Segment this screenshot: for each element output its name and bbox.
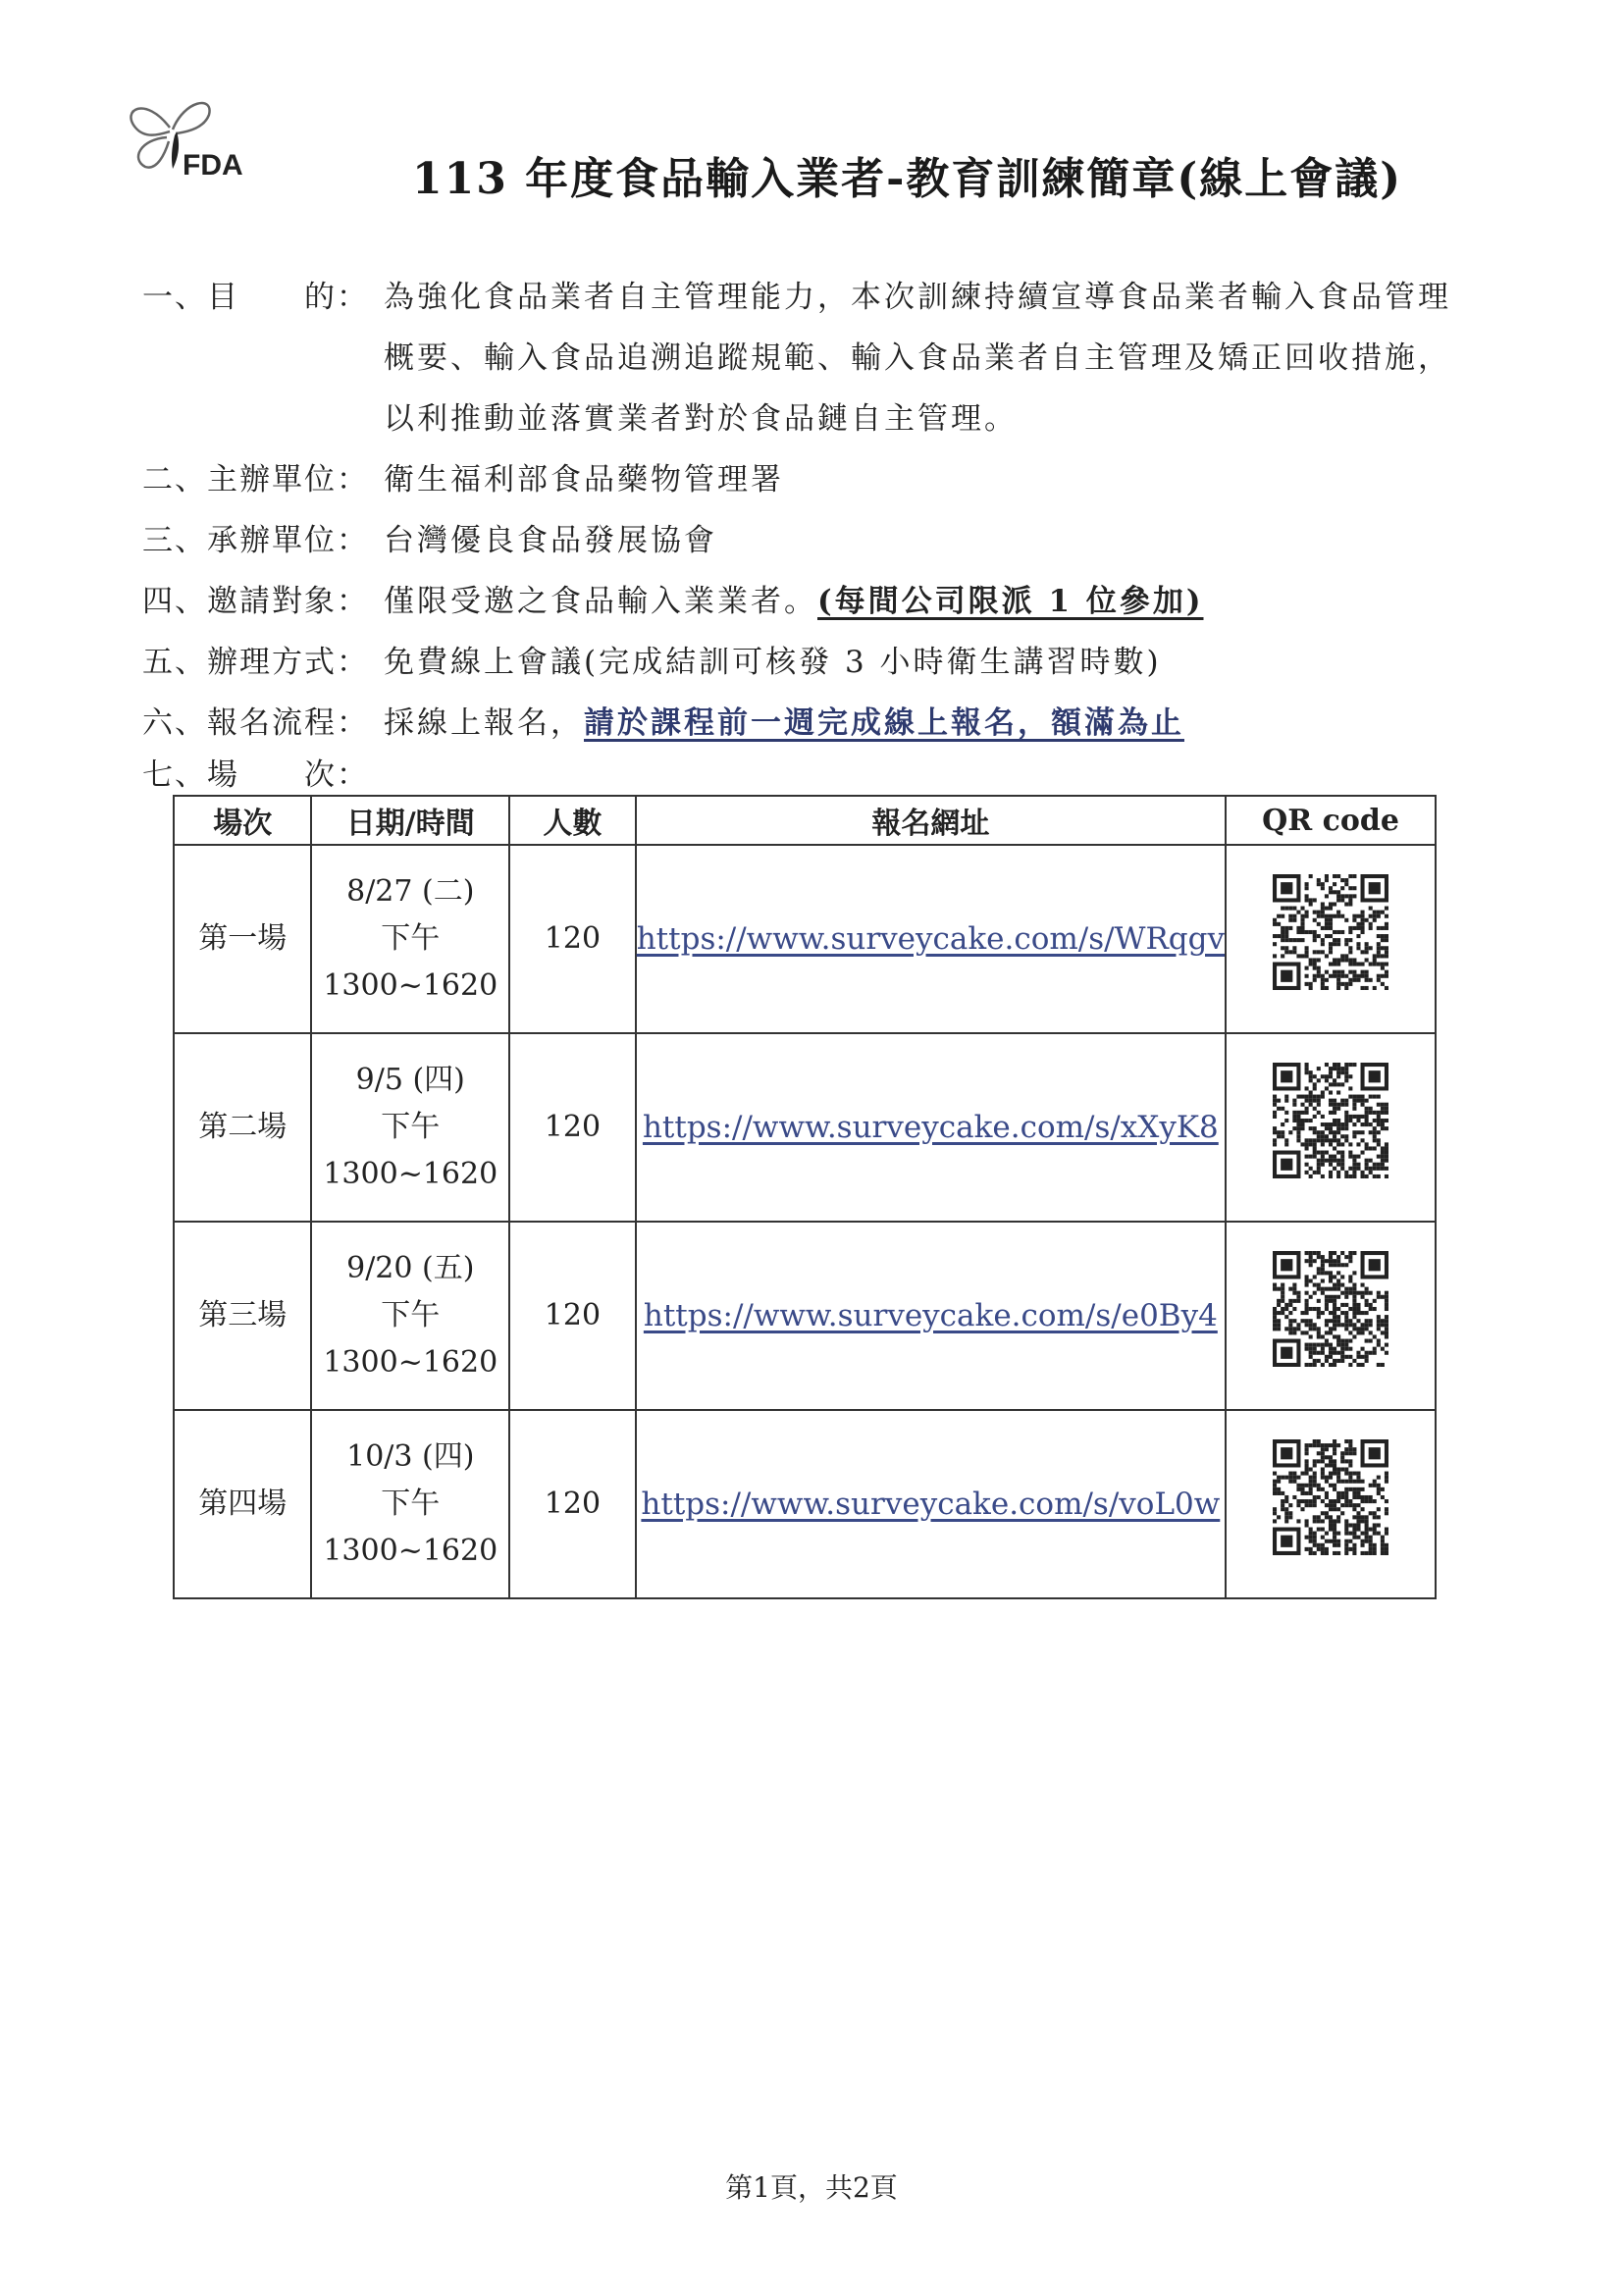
url-cell xyxy=(636,845,1226,1033)
section-emphasis: (每間公司限派 1 位參加) xyxy=(817,584,1204,619)
table-row xyxy=(174,1222,1436,1410)
section-co-organizer xyxy=(142,510,1496,571)
period-text: 下午 xyxy=(381,1110,441,1144)
header-seats: 人數 xyxy=(509,796,636,845)
header-session: 場次 xyxy=(174,796,311,845)
purpose-line: 為強化食品業者自主管理能力，本次訓練持續宣導食品業者輸入食品管理 xyxy=(384,280,1451,315)
qr-cell xyxy=(1226,1222,1436,1410)
qr-cell xyxy=(1226,1410,1436,1598)
table-row xyxy=(174,845,1436,1033)
qr-cell xyxy=(1226,845,1436,1033)
seats-cell: 120 xyxy=(509,1033,636,1222)
table-row xyxy=(174,1410,1436,1598)
time-text: 1300~1620 xyxy=(323,1157,498,1191)
section-sessions xyxy=(142,754,1496,797)
url-cell xyxy=(636,1033,1226,1222)
session-cell: 第四場 xyxy=(174,1410,311,1598)
section-label: 七、場 次： xyxy=(142,757,369,793)
section-label: 三、承辦單位： xyxy=(142,523,369,558)
info-sections xyxy=(142,267,1496,797)
section-label: 一、目 的： xyxy=(142,280,369,315)
datetime-cell xyxy=(311,1222,509,1410)
butterfly-logo-icon xyxy=(116,90,273,188)
qr-code-icon[interactable] xyxy=(1273,874,1388,990)
url-cell xyxy=(636,1222,1226,1410)
section-text: 僅限受邀之食品輸入業業者。 xyxy=(384,584,817,619)
registration-link[interactable]: https://www.surveycake.com/s/voL0w xyxy=(641,1486,1221,1522)
session-cell: 第一場 xyxy=(174,845,311,1033)
section-invitees xyxy=(142,571,1496,632)
fda-logo xyxy=(116,90,273,188)
svg-text:FDA: FDA xyxy=(183,149,243,182)
section-text: 台灣優良食品發展協會 xyxy=(384,523,717,558)
section-emphasis: 請於課程前一週完成線上報名，額滿為止 xyxy=(584,705,1184,741)
header-datetime: 日期/時間 xyxy=(311,796,509,845)
date-text: 10/3 (四) xyxy=(346,1439,475,1474)
registration-link[interactable]: https://www.surveycake.com/s/e0By4 xyxy=(643,1297,1218,1333)
date-text: 8/27 (二) xyxy=(346,874,475,909)
datetime-cell xyxy=(311,1410,509,1598)
session-table xyxy=(173,795,1437,1599)
section-text: 採線上報名， xyxy=(384,705,584,741)
section-label: 二、主辦單位： xyxy=(142,462,369,497)
seats-cell: 120 xyxy=(509,845,636,1033)
time-text: 1300~1620 xyxy=(323,1345,498,1380)
date-text: 9/5 (四) xyxy=(355,1063,465,1097)
page-title: 113 年度食品輸入業者-教育訓練簡章(線上會議) xyxy=(412,154,1403,204)
section-registration xyxy=(142,693,1496,754)
seats-cell: 120 xyxy=(509,1410,636,1598)
date-text: 9/20 (五) xyxy=(346,1251,475,1285)
period-text: 下午 xyxy=(381,921,441,956)
datetime-cell xyxy=(311,1033,509,1222)
section-text: 衛生福利部食品藥物管理署 xyxy=(384,462,784,497)
section-text: 免費線上會議(完成結訓可核發 3 小時衛生講習時數) xyxy=(384,645,1162,680)
datetime-cell xyxy=(311,845,509,1033)
purpose-line: 以利推動並落實業者對於食品鏈自主管理。 xyxy=(384,401,1018,437)
page-number: 第1頁，共2頁 xyxy=(725,2171,898,2204)
time-text: 1300~1620 xyxy=(323,1534,498,1568)
registration-link[interactable]: https://www.surveycake.com/s/WRqgv xyxy=(636,920,1225,957)
purpose-line: 概要、輸入食品追溯追蹤規範、輸入食品業者自主管理及矯正回收措施， xyxy=(384,340,1451,376)
section-label: 四、邀請對象： xyxy=(142,584,369,619)
time-text: 1300~1620 xyxy=(323,968,498,1003)
qr-code-icon[interactable] xyxy=(1273,1251,1388,1367)
session-cell: 第三場 xyxy=(174,1222,311,1410)
table-header-row xyxy=(174,796,1436,845)
period-text: 下午 xyxy=(381,1298,441,1332)
section-organizer xyxy=(142,449,1496,510)
section-purpose xyxy=(142,267,1496,449)
qr-code-icon[interactable] xyxy=(1273,1063,1388,1178)
url-cell xyxy=(636,1410,1226,1598)
header-qr: QR code xyxy=(1226,796,1436,845)
section-label: 六、報名流程： xyxy=(142,705,369,741)
seats-cell: 120 xyxy=(509,1222,636,1410)
qr-code-icon[interactable] xyxy=(1273,1439,1388,1555)
header-url: 報名網址 xyxy=(636,796,1226,845)
registration-link[interactable]: https://www.surveycake.com/s/xXyK8 xyxy=(642,1109,1219,1145)
section-format xyxy=(142,632,1496,693)
table-row xyxy=(174,1033,1436,1222)
session-cell: 第二場 xyxy=(174,1033,311,1222)
section-label: 五、辦理方式： xyxy=(142,645,369,680)
qr-cell xyxy=(1226,1033,1436,1222)
period-text: 下午 xyxy=(381,1487,441,1521)
